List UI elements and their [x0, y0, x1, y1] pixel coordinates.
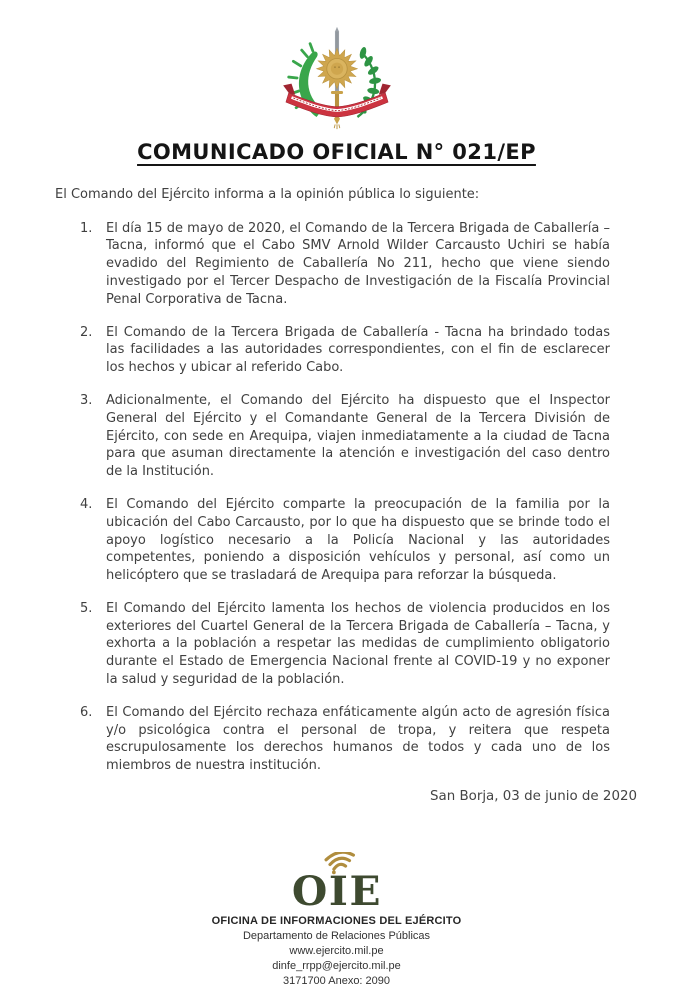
oie-logo: [282, 852, 392, 913]
item-text: El día 15 de mayo de 2020, el Comando de la Tercera Brigada de Caballería – Tacna, informó que el Cabo SMV Arnold Wilder Carcausto Uchiri se había evadido del Regimiento de Caballería No 211, hecho que viene siendo investigado por el Tercer Despacho de Investigación de la Fiscalía Provincial Penal Corporativa de Tacna.: [106, 220, 610, 307]
item-number: 1.: [80, 220, 93, 236]
page-title: COMUNICADO OFICIAL N° 021/EP: [137, 140, 536, 164]
item-number: 6.: [80, 704, 93, 720]
item-number: 3.: [80, 392, 93, 408]
sun-icon: [316, 48, 357, 89]
item-text: El Comando del Ejército comparte la preocupación de la familia por la ubicación del Cabo Carcausto, por lo que ha dispuesto que se brinde todo el apoyo logístico necesario a la Policía Nacional y las autoridades competentes, poniendo a disposición vehículos y personal, así como un helicóptero que se trasladará de Arequipa para reforzar la búsqueda.: [106, 496, 610, 584]
footer-phone: 3171700 Anexo: 2090: [282, 975, 391, 988]
item-number: 4.: [80, 496, 93, 512]
list-item: [80, 324, 610, 377]
item-text: El Comando del Ejército lamenta los hechos de violencia producidos en los exteriores del Cuartel General de la Tercera Brigada de Caballería – Tacna, y exhorta a la población a respetar las medidas de cumplimiento obligatorio durante el Estado de Emergencia Nacional frente al COVID-19 y no exponer la salud y seguridad de la población.: [106, 600, 610, 688]
list-item: [80, 600, 610, 689]
footer-email: dinfe_rrpp@ejercito.mil.pe: [272, 960, 401, 973]
list-item: [80, 496, 610, 585]
list-item: [80, 704, 610, 775]
footer-website: www.ejercito.mil.pe: [289, 945, 384, 958]
footer-department: Departamento de Relaciones Públicas: [242, 930, 431, 943]
item-text: Adicionalmente, el Comando del Ejército ha dispuesto que el Inspector General del Ejército y el Comandante General de la Tercera División de Ejército, con sede en Arequipa, viajen inmediatamente a la ciudad de Tacna para que asuman directamente la atención e investigación del caso dentro de la Institución.: [106, 392, 610, 480]
item-number: 5.: [80, 600, 93, 616]
footer-office-name: OFICINA DE INFORMACIONES DEL EJÉRCITO: [211, 915, 462, 928]
dateline: San Borja, 03 de junio de 2020: [430, 789, 637, 805]
item-number: 2.: [80, 324, 93, 340]
army-crest: [281, 26, 393, 130]
list-item: [80, 220, 610, 309]
intro-text: El Comando del Ejército informa a la opinión pública lo siguiente:: [55, 187, 480, 202]
item-text: El Comando del Ejército rechaza enfáticamente algún acto de agresión física y/o psicológica contra el personal de tropa, y reitera que respeta escrupulosamente los derechos humanos de todos y cada uno de los miembros de nuestra institución.: [106, 704, 610, 774]
list-item: [80, 392, 610, 481]
communique-list: [0, 220, 610, 776]
oie-logo-text: OIE: [291, 867, 382, 914]
item-text: El Comando de la Tercera Brigada de Caballería - Tacna ha brindado todas las facilidades a las autoridades correspondientes, con el fin de esclarecer los hechos y ubicar al referido Cabo.: [106, 324, 610, 376]
footer: [0, 852, 673, 987]
